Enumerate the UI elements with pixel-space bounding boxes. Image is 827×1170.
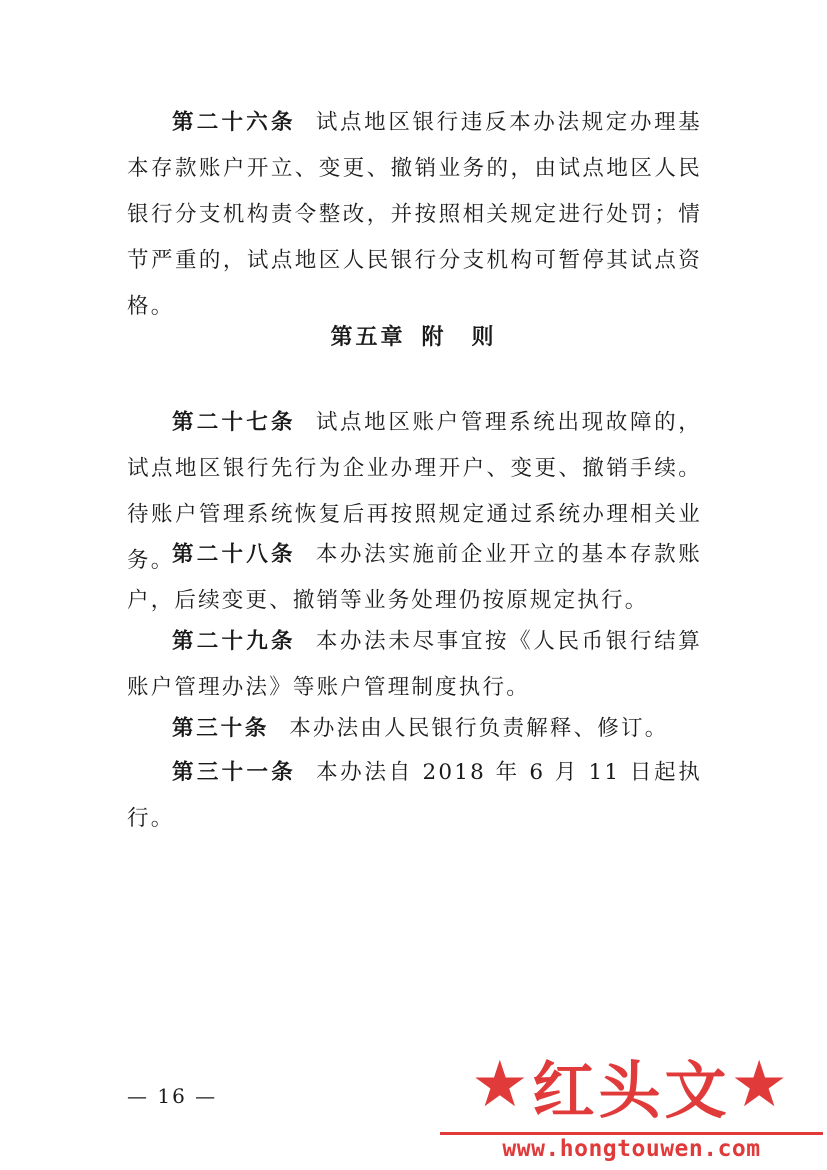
article-title: 第二十九条 — [172, 629, 296, 654]
article-26 — [127, 100, 702, 330]
watermark-title-text: 红头文 — [532, 1053, 731, 1127]
article-title: 第三十条 — [172, 716, 270, 741]
article-text: 试点地区银行违反本办法规定办理基本存款账户开立、变更、撤销业务的，由试点地区人民银行分支机构责令整改，并按照相关规定进行处罚；情节严重的，试点地区人民银行分支机构可暂停其试点资格。 — [127, 110, 702, 319]
article-title: 第二十七条 — [172, 410, 296, 435]
article-text: 本办法由人民银行负责解释、修订。 — [289, 716, 669, 741]
page-number: — 16 — — [127, 1084, 218, 1108]
watermark — [436, 1040, 827, 1170]
star-icon: ★ — [730, 1048, 792, 1122]
watermark-url: www.hongtouwen.com — [502, 1136, 761, 1162]
chapter-number: 第五章 — [330, 324, 406, 350]
article-30 — [127, 706, 702, 752]
star-icon: ★ — [471, 1048, 533, 1122]
article-title: 第三十一条 — [172, 760, 297, 785]
article-text: 本办法实施前企业开立的基本存款账户，后续变更、撤销等业务处理仍按原规定执行。 — [127, 542, 702, 613]
chapter-name: 附 则 — [421, 324, 497, 350]
article-31 — [127, 750, 702, 842]
article-28 — [127, 532, 702, 624]
article-text: 试点地区账户管理系统出现故障的，试点地区银行先行为企业办理开户、变更、撤销手续。待账户管理系统恢复后再按照规定通过系统办理相关业务。 — [127, 410, 702, 573]
article-text: 本办法未尽事宜按《人民币银行结算账户管理办法》等账户管理制度执行。 — [127, 629, 702, 700]
article-title: 第二十六条 — [172, 110, 296, 135]
article-title: 第二十八条 — [172, 542, 296, 567]
watermark-title — [436, 1040, 827, 1130]
watermark-divider — [440, 1132, 823, 1135]
article-text: 本办法自 2018 年 6 月 11 日起执行。 — [127, 760, 702, 831]
chapter-heading — [0, 320, 827, 351]
article-29 — [127, 619, 702, 711]
